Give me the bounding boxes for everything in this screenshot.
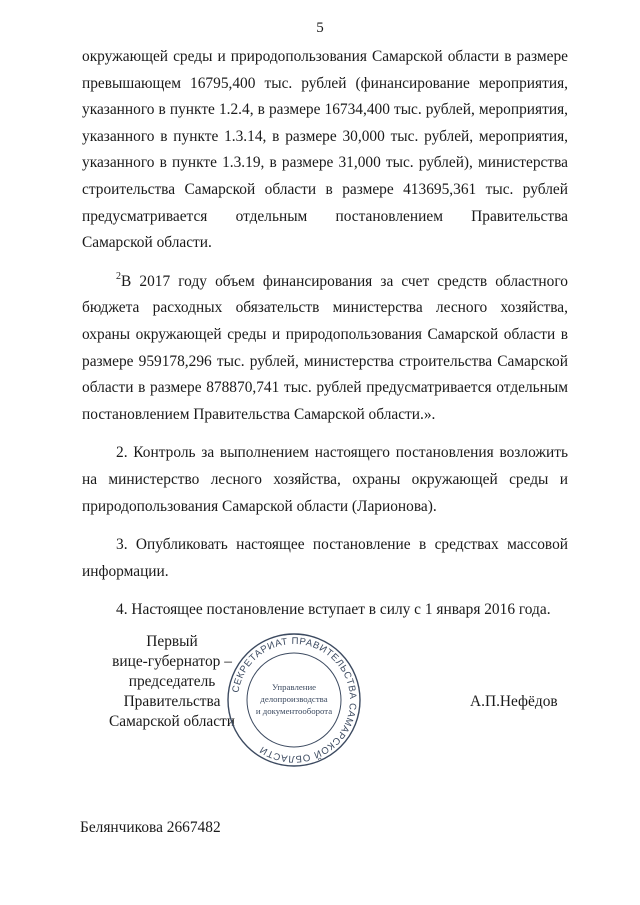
paragraph-item-4: 4. Настоящее постановление вступает в силу с 1 января 2016 года.: [116, 601, 551, 619]
paragraph-item-3: 3. Опубликовать настоящее постановление в средствах массовой информации.: [82, 536, 568, 580]
paragraph-continuation: окружающей среды и природопользования Самарской области в размере превышающем 16795,400 тыс. рублей (финансирование мероприятия, указанного в пункте 1.2.4, в размере 16734,400 тыс. рублей, мероприятия, указанного в пункте 1.3.14, в размере 30,000 тыс. рублей, мероприятия, указанного в пункте 1.3.19, в размере 31,000 тыс. рублей), министерства строительства Самарской области в размере 413695,361 тыс. рублей предусматривается отдельным постановлением Правительства Самарской области.: [82, 48, 568, 252]
stamp-center-line: делопроизводства: [260, 694, 328, 704]
paragraph-footnote-2017: [82, 269, 568, 429]
page-number: 5: [316, 20, 324, 36]
signatory-name: А.П.Нефёдов: [470, 693, 558, 710]
paragraph-text: В 2017 году объем финансирования за счет средств областного бюджета расходных обязательств министерства лесного хозяйства, охраны окружающей среды и природопользования Самарской области в размере 959178,296 тыс. рублей, министерства строительства Самарской области в размере 878870,741 тыс. рублей предусматривается отдельным постановлением Правительства Самарской области.».: [82, 272, 568, 423]
paragraph-item-2: 2. Контроль за выполнением настоящего постановления возложить на министерство лесного хозяйства, охраны окружающей среды и природопользования Самарской области (Ларионова).: [82, 444, 568, 515]
document-body: [82, 44, 568, 624]
official-stamp: [226, 632, 362, 768]
footnote-marker: 2: [116, 270, 121, 282]
executor-contact: Белянчикова 2667482: [80, 819, 221, 836]
stamp-center-line: Управление: [271, 682, 317, 692]
position-line: Первый: [146, 633, 198, 650]
position-line: вице-губернатор –: [112, 653, 232, 670]
stamp-center-line: и документооборота: [255, 706, 333, 716]
position-line: Самарской области: [108, 713, 235, 730]
stamp-ring-text: СЕКРЕТАРИАТ ПРАВИТЕЛЬСТВА САМАРСКОЙ ОБЛАСТИ: [230, 635, 359, 765]
position-line: председатель Правительства: [123, 673, 221, 710]
